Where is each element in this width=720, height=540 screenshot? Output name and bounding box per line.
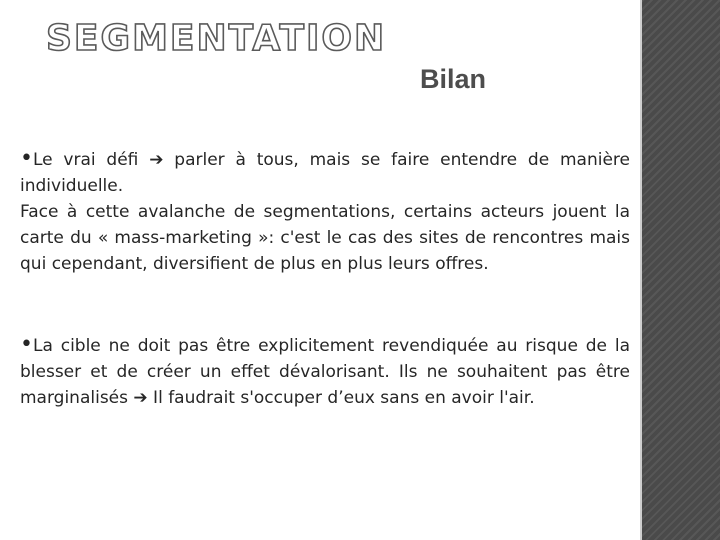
paragraph-1 xyxy=(20,146,630,277)
paragraph-1-rest: parler à tous, mais se faire entendre de manière individuelle. xyxy=(20,150,631,196)
arrow-right-icon: ➔ xyxy=(133,388,148,408)
paragraph-1-detail: Face à cette avalanche de segmentations, certains acteurs jouent la carte du « mass-marketing »: c'est le cas des sites de rencontres mais qui cependant, diversifient de plus en plus leurs offres. xyxy=(20,202,630,274)
slide-title: SEGMENTATION xyxy=(46,18,387,59)
bullet-icon: • xyxy=(20,332,33,357)
paragraph-2-lead: La cible ne doit pas être explicitement revendiquée au risque de la blesser et de créer un effet dévalorisant. Ils ne souhaitent pas être marginalisés xyxy=(20,336,630,408)
paragraph-2-rest: Il faudrait s'occuper d’eux sans en avoir l'air. xyxy=(147,388,535,408)
bullet-icon: • xyxy=(20,146,33,171)
side-panel-decoration xyxy=(642,0,720,540)
paragraph-1-lead: Le vrai défi xyxy=(32,150,139,170)
slide-subtitle: Bilan xyxy=(420,64,487,94)
arrow-right-icon: ➔ xyxy=(149,150,164,170)
paragraph-2 xyxy=(20,332,630,411)
